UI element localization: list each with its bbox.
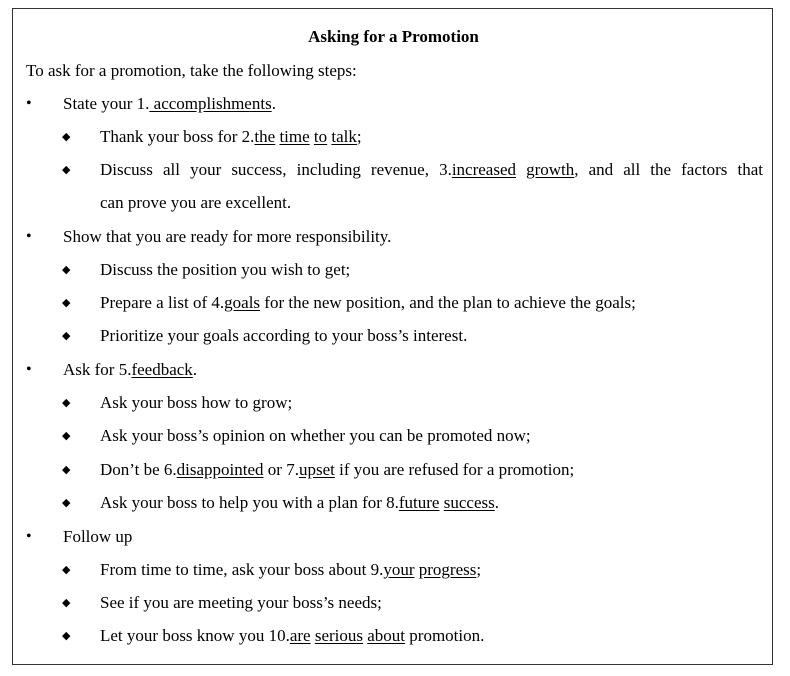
list-item: From time to time, ask your boss about 9.your progress; (100, 560, 482, 579)
list-item: Ask your boss to help you with a plan for 8.future success. (100, 493, 499, 512)
list-item: Thank your boss for 2.the time to talk; (100, 127, 362, 146)
blank-1-answer: accomplishments (149, 94, 272, 113)
list-item: Ask your boss’s opinion on whether you can be promoted now; (100, 426, 531, 445)
diamond-bullet-icon: ◆ (62, 630, 71, 642)
diamond-bullet-icon: ◆ (62, 497, 71, 509)
bullet-icon: • (26, 95, 32, 112)
blank-7-answer: upset (298, 460, 335, 479)
list-item: Prepare a list of 4.goals for the new position, and the plan to achieve the goals; (100, 293, 636, 312)
diamond-bullet-icon: ◆ (62, 464, 71, 476)
blank-8-answer: future (398, 493, 440, 512)
diamond-bullet-icon: ◆ (62, 564, 71, 576)
section-2-heading: Show that you are ready for more responsibility. (63, 227, 392, 246)
list-item: Ask your boss how to grow; (100, 393, 293, 412)
document-title: Asking for a Promotion (308, 27, 479, 46)
list-item: Let your boss know you 10.are serious about promotion. (100, 626, 485, 645)
blank-2-answer: the (254, 127, 276, 146)
list-item: See if you are meeting your boss’s needs; (100, 593, 382, 612)
section-1-heading: State your 1. accomplishments. (63, 94, 276, 113)
list-item: Discuss all your success, including revenue, 3.increased growth, and all the factors that (100, 160, 763, 179)
diamond-bullet-icon: ◆ (62, 397, 71, 409)
section-4-heading: Follow up (63, 527, 133, 546)
blank-3-answer: increased (451, 160, 516, 179)
diamond-bullet-icon: ◆ (62, 430, 71, 442)
blank-6-answer: disappointed (176, 460, 264, 479)
diamond-bullet-icon: ◆ (62, 164, 71, 176)
bullet-icon: • (26, 528, 32, 545)
diamond-bullet-icon: ◆ (62, 597, 71, 609)
list-item-continuation: can prove you are excellent. (100, 193, 292, 212)
blank-10-answer: are (289, 626, 311, 645)
blank-5-answer: feedback (131, 360, 193, 379)
diamond-bullet-icon: ◆ (62, 330, 71, 342)
diamond-bullet-icon: ◆ (62, 297, 71, 309)
bullet-icon: • (26, 361, 32, 378)
diamond-bullet-icon: ◆ (62, 131, 71, 143)
list-item: Prioritize your goals according to your boss’s interest. (100, 326, 468, 345)
document-frame (12, 8, 773, 665)
blank-4-answer: goals (224, 293, 261, 312)
blank-9-answer: your (383, 560, 415, 579)
section-3-heading: Ask for 5.feedback. (63, 360, 198, 379)
list-item: Discuss the position you wish to get; (100, 260, 351, 279)
list-item: Don’t be 6.disappointed or 7.upset if you are refused for a promotion; (100, 460, 575, 479)
diamond-bullet-icon: ◆ (62, 264, 71, 276)
intro-text: To ask for a promotion, take the following steps: (26, 61, 357, 80)
bullet-icon: • (26, 228, 32, 245)
